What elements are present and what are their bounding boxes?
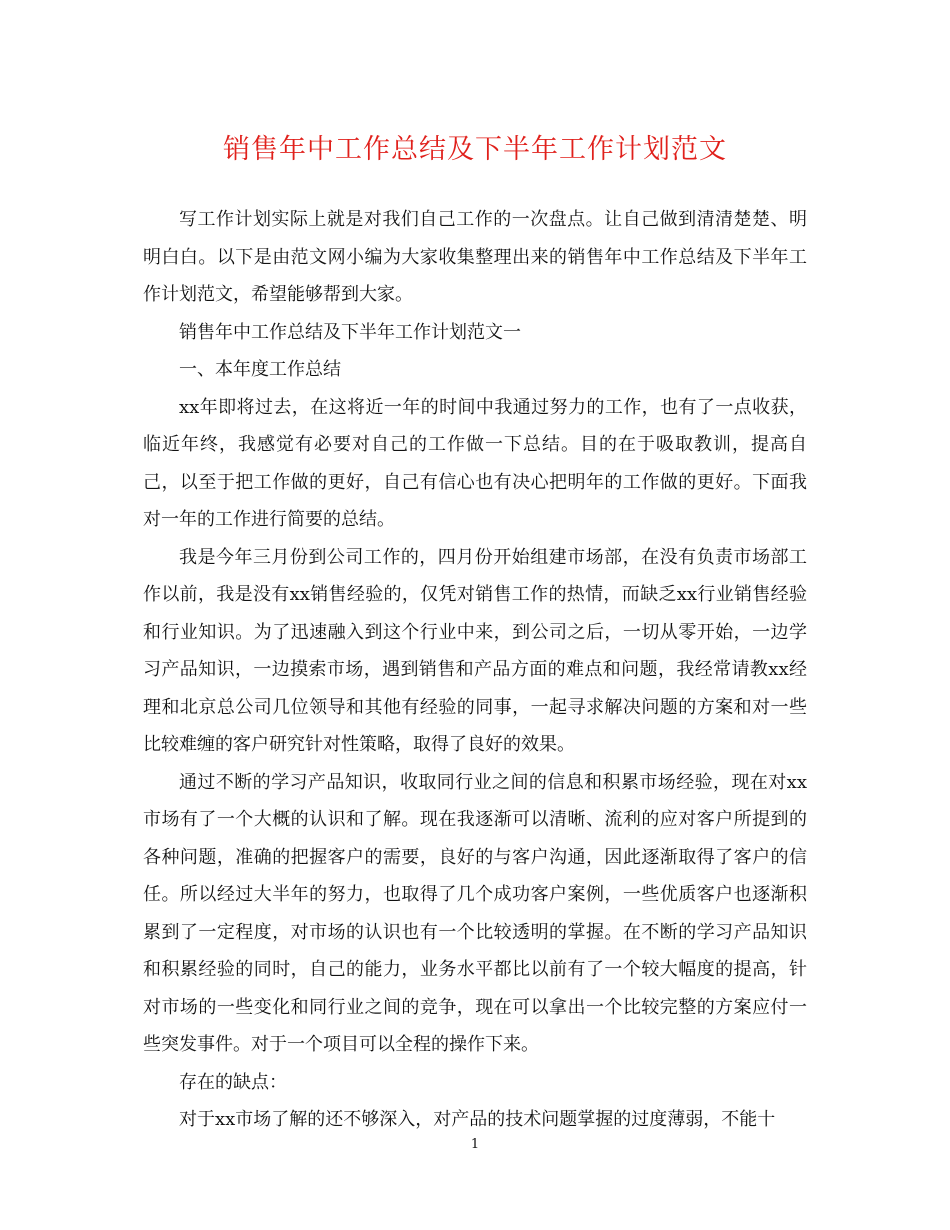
paragraph: xx年即将过去，在这将近一年的时间中我通过努力的工作，也有了一点收获，临近年终，我感觉有必要对自己的工作做一下总结。目的在于吸取教训，提高自己，以至于把工作做的更好，自己有信心也有决心把明年的工作做的更好。下面我对一年的工作进行简要的总结。: [143, 396, 807, 530]
document-body: [143, 201, 807, 1139]
paragraph-intro: 写工作计划实际上就是对我们自己工作的一次盘点。让自己做到清清楚楚、明明白白。以下是由范文网小编为大家收集整理出来的销售年中工作总结及下半年工作计划范文，希望能够帮到大家。: [143, 209, 807, 305]
section-heading: 销售年中工作总结及下半年工作计划范文一: [179, 321, 521, 343]
paragraph: 通过不断的学习产品知识，收取同行业之间的信息和积累市场经验，现在对xx市场有了一个大概的认识和了解。现在我逐渐可以清晰、流利的应对客户所提到的各种问题，准确的把握客户的需要，良好的与客户沟通，因此逐渐取得了客户的信任。所以经过大半年的努力，也取得了几个成功客户案例，一些优质客户也逐渐积累到了一定程度，对市场的认识也有一个比较透明的掌握。在不断的学习产品知识和积累经验的同时，自己的能力，业务水平都比以前有了一个较大幅度的提高，针对市场的一些变化和同行业之间的竞争，现在可以拿出一个比较完整的方案应付一些突发事件。对于一个项目可以全程的操作下来。: [143, 771, 807, 1055]
shortcomings-heading: 存在的缺点：: [179, 1071, 287, 1093]
paragraph: 我是今年三月份到公司工作的，四月份开始组建市场部，在没有负责市场部工作以前，我是没有xx销售经验的，仅凭对销售工作的热情，而缺乏xx行业销售经验和行业知识。为了迅速融入到这个行业中来，到公司之后，一切从零开始，一边学习产品知识，一边摸索市场，遇到销售和产品方面的难点和问题，我经常请教xx经理和北京总公司几位领导和其他有经验的同事，一起寻求解决问题的方案和对一些比较难缠的客户研究针对性策略，取得了良好的效果。: [143, 546, 807, 755]
document-title: 销售年中工作总结及下半年工作计划范文: [223, 134, 727, 165]
paragraph: 对于xx市场了解的还不够深入，对产品的技术问题掌握的过度薄弱，不能十: [179, 1109, 776, 1130]
subsection-heading: 一、本年度工作总结: [179, 359, 341, 380]
page-number: 1: [470, 1137, 480, 1152]
